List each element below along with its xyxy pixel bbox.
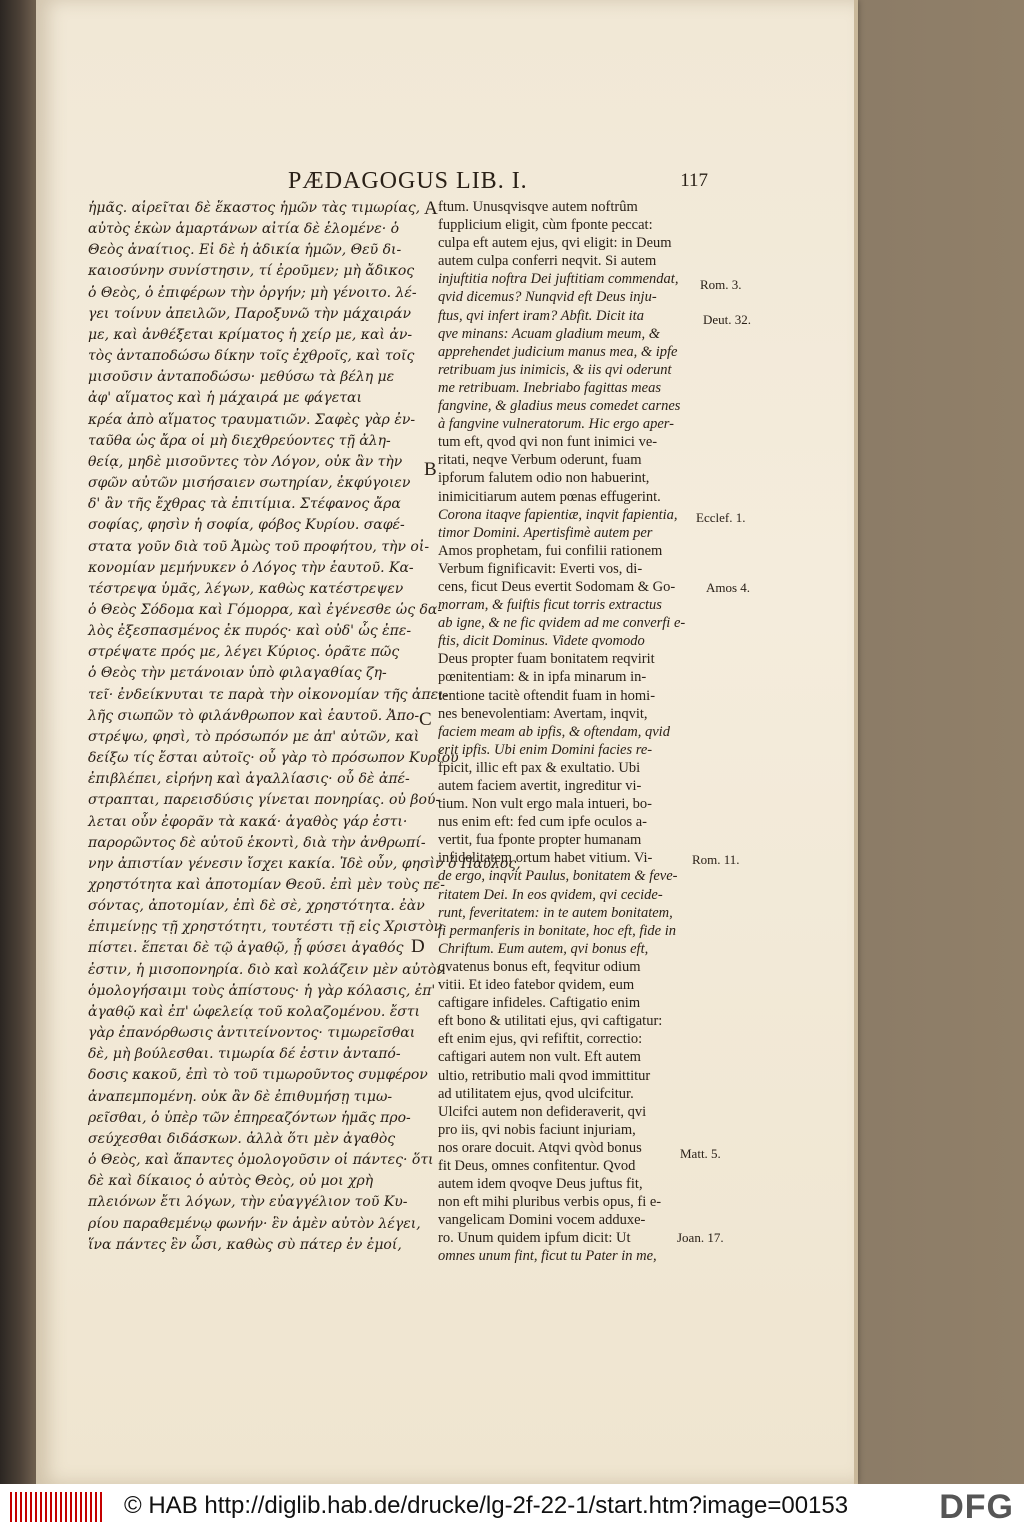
latin-line: pœnitentiam: & in ipfa minarum in- bbox=[438, 669, 647, 686]
dfg-logo: DFG bbox=[939, 1488, 1014, 1526]
greek-line: με, καὶ ἀνθέξεται κρίματος ἡ χείρ με, καὶ ἀν- bbox=[88, 326, 413, 343]
greek-line: Θεὸς ἀναίτιος. Εἰ δὲ ἡ ἀδικία ἡμῶν, Θεῦ δι- bbox=[88, 242, 402, 259]
latin-line: eft enim ejus, qvi refiftit, correctio: bbox=[438, 1031, 643, 1048]
greek-line: λὸς ἐξεσπασμένος ἐκ πυρός· καὶ οὐδ' ὧς ἐπε- bbox=[88, 623, 412, 640]
greek-line: κρέα ἀπὸ αἵματος τραυματιῶν. Σαφὲς γὰρ ἐν- bbox=[88, 411, 416, 428]
greek-line: ἀφ' αἵματος καὶ ἡ μάχαιρά με φάγεται bbox=[88, 390, 362, 407]
latin-line: nes benevolentiam: Avertam, inqvit, bbox=[438, 705, 648, 722]
latin-line: tentione tacitè oftendit fuam in homi- bbox=[438, 687, 656, 704]
greek-line: ὁ Θεὸς τὴν μετάνοιαν ὑπὸ φιλαγαθίας ζη- bbox=[88, 665, 387, 682]
latin-line: ritati, neqve Verbum oderunt, fuam bbox=[438, 452, 642, 469]
margin-ref-rom-11: Rom. 11. bbox=[692, 852, 740, 867]
latin-line: qvid dicemus? Nunqvid eft Deus inju- bbox=[438, 289, 657, 306]
latin-line: vertit, fua fponte propter humanam bbox=[438, 832, 642, 849]
greek-line: σφῶν αὐτῶν μισήσαιεν σωτηρίαν, ἐκφύγοιεν bbox=[88, 475, 411, 492]
greek-line: ἐστιν, ἡ μισοπονηρία. διὸ καὶ κολάζειν μὲν αὐτὸν bbox=[88, 961, 445, 978]
latin-line: ftis, dicit Dominus. Videte qvomodo bbox=[438, 633, 645, 650]
greek-line: μισοῦσιν ἀνταποδώσω· μεθύσω τὰ βέλη με bbox=[88, 369, 395, 386]
latin-line: à fangvine vulneratorum. Hic ergo aper- bbox=[438, 416, 674, 433]
greek-line: σοφίας, φησὶν ἡ σοφία, φόβος Κυρίου. σαφέ- bbox=[88, 517, 405, 534]
greek-line: καιοσύνην συνίστησιν, τί ἐροῦμεν; μὴ ἄδικος bbox=[88, 263, 415, 280]
latin-line: fangvine, & gladius meus comedet carnes bbox=[438, 398, 681, 415]
section-letter-d: D bbox=[411, 936, 425, 957]
greek-line: κονομίαν μεμήνυκεν ὁ Λόγος τὴν ἑαυτοῦ. Κα- bbox=[88, 559, 414, 576]
latin-line: autem idem qvoqve Deus juftus fit, bbox=[438, 1176, 643, 1193]
section-letter-a: A bbox=[424, 198, 438, 219]
greek-line: δοσις κακοῦ, ἐπὶ τὸ τοῦ τιμωροῦντος συμφέρον bbox=[88, 1067, 428, 1084]
greek-line: δὲ καὶ δίκαιος ὁ αὐτὸς Θεὸς, οὐ μοι χρὴ bbox=[88, 1173, 374, 1190]
latin-line: ftus, qvi infert iram? Abfit. Dicit ita bbox=[438, 307, 644, 324]
latin-line: de ergo, inqvit Paulus, bonitatem & feve- bbox=[438, 868, 678, 885]
latin-line: fpicit, illic eft pax & exultatio. Ubi bbox=[438, 759, 641, 776]
greek-line: στρέψω, φησὶ, τὸ πρόσωπόν με ἀπ' αὐτῶν, καὶ bbox=[88, 728, 420, 745]
greek-line: ὁ Θεὸς, καὶ ἅπαντες ὁμολογοῦσιν οἱ πάντες· ὅτι bbox=[88, 1152, 434, 1169]
greek-line: ὁ Θεὸς, ὁ ἐπιφέρων τὴν ὀργήν; μὴ γένοιτο. λέ- bbox=[88, 284, 417, 301]
latin-line: ro. Unum quidem ipfum dicit: Ut bbox=[438, 1230, 631, 1247]
latin-line: morram, & fuiftis ficut torris extractus bbox=[438, 597, 662, 614]
latin-line: ultio, retributio mali qvod immittitur bbox=[438, 1067, 651, 1084]
latin-line: Deus propter fuam bonitatem reqvirit bbox=[438, 651, 655, 668]
page-number: 117 bbox=[680, 170, 708, 191]
latin-line: ftum. Unusqvisqve autem noftrûm bbox=[438, 199, 638, 215]
greek-line: ἡμᾶς. αἱρεῖται δὲ ἕκαστος ἡμῶν τὰς τιμωρίας, bbox=[88, 200, 421, 216]
latin-line: pro iis, qvi nobis faciunt injuriam, bbox=[438, 1121, 636, 1138]
margin-ref-matt-5: Matt. 5. bbox=[680, 1146, 721, 1161]
latin-line: ritatem Dei. In eos qvidem, qvi cecide- bbox=[438, 886, 663, 903]
latin-line: nus enim eft: fed cum ipfe oculos a- bbox=[438, 814, 647, 831]
greek-line: λεται οὖν ἐφορᾶν τὰ κακά· ἀγαθὸς γάρ ἐστι· bbox=[88, 813, 408, 830]
greek-line: πλειόνων ἔτι λόγων, τὴν εὐαγγέλιον τοῦ Κυ- bbox=[88, 1194, 408, 1211]
latin-line: apprehendet judicium manus mea, & ipfe bbox=[438, 343, 678, 360]
greek-line: νην ἀπιστίαν γένεσιν ἴσχει κακία. Ἰδὲ οὖν, φησὶν ὁ Παῦλος, bbox=[88, 855, 521, 872]
latin-line: Corona itaqve fapientiæ, inqvit fapientia, bbox=[438, 506, 678, 523]
greek-line: ὁ Θεὸς Σόδομα καὶ Γόμορρα, καὶ ἐγένεσθε ὡς δα- bbox=[88, 601, 443, 618]
greek-line: γὰρ ἐπανόρθωσις ἀντιτείνοντος· τιμωρεῖσθαι bbox=[88, 1025, 416, 1042]
margin-ref-joan-17: Joan. 17. bbox=[677, 1230, 724, 1245]
greek-line: πίστει. ἕπεται δὲ τῷ ἀγαθῷ, ᾗ φύσει ἀγαθός bbox=[88, 940, 404, 957]
greek-line: ἐπιμείνῃς τῇ χρηστότητι, τουτέστι τῇ εἰς Χριστὸν bbox=[88, 919, 443, 936]
greek-line: τέστρεψα ὑμᾶς, λέγων, καθὼς κατέστρεψεν bbox=[88, 580, 404, 597]
margin-ref-rom-3: Rom. 3. bbox=[700, 277, 742, 292]
latin-line: me retribuam. Inebriabo fagittas meas bbox=[438, 379, 661, 396]
latin-line: vitii. Et ideo fatebor qvidem, eum bbox=[438, 977, 635, 994]
latin-line: caftigari autem non vult. Eft autem bbox=[438, 1049, 641, 1066]
latin-line: faciem meam ab ipfis, & oftendam, qvid bbox=[438, 723, 670, 740]
greek-line: δ' ἂν τῆς ἔχθρας τὰ ἐπιτίμια. Στέφανος ἄρα bbox=[88, 496, 401, 513]
latin-line: retribuam jus inimicis, & iis qvi oderunt bbox=[438, 361, 672, 378]
greek-line: σεύχεσθαι διδάσκων. ἀλλὰ ὅτι μὲν ἀγαθὸς bbox=[88, 1130, 396, 1147]
latin-line: Amos prophetam, fui confilii rationem bbox=[438, 542, 663, 559]
margin-ref-eccles-1: Ecclef. 1. bbox=[696, 510, 746, 525]
latin-line: autem faciem avertit, ingreditur vi- bbox=[438, 778, 642, 794]
latin-line: nos orare docuit. Atqvi qvòd bonus bbox=[438, 1139, 642, 1156]
greek-line: θείᾳ, μηδὲ μισοῦντες τὸν Λόγον, οὐκ ἂν τὴν bbox=[88, 453, 403, 470]
latin-line: omnes unum fint, ficut tu Pater in me, bbox=[438, 1248, 657, 1265]
latin-line: Verbum fignificavit: Everti vos, di- bbox=[438, 560, 643, 577]
greek-line: στρέψατε πρός με, λέγει Κύριος. ὁρᾶτε πῶς bbox=[88, 644, 400, 661]
greek-line: αὐτὸς ἑκὼν ἁμαρτάνων αἰτία δὲ ἑλομένε· ὁ bbox=[88, 221, 400, 238]
latin-line: ipforum falutem odio non habuerint, bbox=[438, 470, 650, 487]
greek-line: ἵνα πάντες ἓν ὦσι, καθὼς σὺ πάτερ ἐν ἐμοί, bbox=[88, 1236, 402, 1253]
greek-line: σόντας, ἀποτομίαν, ἐπὶ δὲ σὲ, χρηστότητα. ἐὰν bbox=[88, 898, 425, 915]
greek-line: ἀναπεμπομένη. οὐκ ἂν δὲ ἐπιθυμήσῃ τιμω- bbox=[88, 1088, 393, 1105]
latin-line: culpa eft autem ejus, qvi eligit: in Deum bbox=[438, 235, 672, 252]
latin-line: ab igne, & ne fic qvidem ad me converfi e- bbox=[438, 615, 686, 632]
latin-line: caftigare infideles. Caftigatio enim bbox=[438, 995, 641, 1012]
greek-line: λῆς σιωπῶν τὸ φιλάνθρωπον καὶ ἑαυτοῦ. Ἀπο- bbox=[88, 707, 420, 724]
latin-line: qvatenus bonus eft, feqvitur odium bbox=[438, 958, 641, 975]
latin-line: cens, ficut Deus evertit Sodomam & Go- bbox=[438, 578, 676, 595]
greek-line: τὸς ἀνταποδώσω δίκην τοῖς ἐχθροῖς, καὶ τοῖς bbox=[88, 348, 415, 365]
latin-line: injuftitia noftra Dei juftitiam commendat, bbox=[438, 271, 679, 288]
greek-line: γει τοίνυν ἀπειλῶν, Παροξυνῶ τὴν μάχαιράν bbox=[88, 305, 412, 322]
latin-line: vangelicam Domini vocem adduxe- bbox=[438, 1212, 646, 1229]
greek-line: ἐπιβλέπει, εἰρήνη καὶ ἀγαλλίασις· οὗ δὲ ἀπέ- bbox=[88, 771, 410, 788]
latin-line: qve minans: Acuam gladium meum, & bbox=[438, 325, 661, 342]
latin-line: Ulcifci autem non defideraverit, qvi bbox=[438, 1103, 647, 1120]
latin-line: inimicitiarum autem pœnas effugerint. bbox=[438, 488, 661, 505]
latin-column bbox=[438, 198, 698, 1266]
footer-bar bbox=[0, 1484, 1024, 1529]
greek-line: στατα γοῦν διὰ τοῦ Ἀμὼς τοῦ προφήτου, τὴν οἰ- bbox=[88, 538, 430, 555]
latin-line: fupplicium eligit, cùm fponte peccat: bbox=[438, 217, 653, 234]
latin-line: runt, feveritatem: in te autem bonitatem, bbox=[438, 904, 673, 921]
greek-line: ταῦθα ὡς ἄρα οἱ μὴ διεχθρεύοντες τῇ ἀλη- bbox=[88, 432, 391, 449]
greek-line: τεῖ· ἐνδείκνυται τε παρὰ τὴν οἰκονομίαν τῆς ἀπει- bbox=[88, 686, 449, 703]
book-spine bbox=[0, 0, 40, 1484]
greek-line: δείξω τίς ἔσται αὐτοῖς· οὗ γὰρ τὸ πρόσωπον Κυρίου bbox=[88, 750, 459, 767]
running-title: PÆDAGOGUS LIB. I. bbox=[288, 168, 528, 194]
greek-line: ἀγαθῷ καὶ ἐπ' ὠφελείᾳ τοῦ κολαζομένου. ἔστι bbox=[88, 1003, 421, 1020]
running-header bbox=[288, 168, 708, 198]
latin-line: fit Deus, omnes confitentur. Qvod bbox=[438, 1157, 636, 1174]
greek-column bbox=[88, 198, 521, 1256]
latin-line: ad utilitatem ejus, qvod ulcifcitur. bbox=[438, 1085, 634, 1102]
latin-line: eft bono & utilitati ejus, qvi caftigatur: bbox=[438, 1013, 663, 1030]
latin-line: tum eft, qvod qvi non funt inimici ve- bbox=[438, 434, 658, 451]
latin-line: timor Domini. Apertisfimè autem per bbox=[438, 524, 653, 541]
latin-line: autem culpa conferri neqvit. Si autem bbox=[438, 253, 657, 270]
greek-line: παρορῶντος δὲ αὐτοῦ ἑκοντὶ, διὰ τὴν ἀνθρωπί- bbox=[88, 834, 426, 851]
greek-line: χρηστότητα καὶ ἀποτομίαν Θεοῦ. ἐπὶ μὲν τοὺς πε- bbox=[88, 877, 445, 893]
latin-line: erit ipfis. Ubi enim Domini facies re- bbox=[438, 741, 653, 758]
latin-line: non eft mihi pluribus verbis opus, fi e- bbox=[438, 1194, 662, 1211]
latin-line: Chriftum. Eum autem, qvi bonus eft, bbox=[438, 940, 649, 957]
footer-credit: © HAB http://diglib.hab.de/drucke/lg-2f-22-1/start.htm?image=00153 bbox=[124, 1492, 849, 1519]
greek-line: δὲ, μὴ βούλεσθαι. τιμωρία δέ ἐστιν ἀνταπό- bbox=[88, 1046, 401, 1063]
section-letter-c: C bbox=[419, 709, 432, 730]
greek-line: ρίου παραθεμένῳ φωνήν· ἓν ἀμὲν αὐτὸν λέγει, bbox=[88, 1215, 421, 1232]
greek-line: ὁμολογήσαιμι τοὺς ἀπίστους· ἡ γὰρ κόλασις, ἐπ' bbox=[88, 982, 436, 999]
margin-ref-deut-32: Deut. 32. bbox=[703, 312, 752, 327]
section-letter-b: B bbox=[424, 459, 437, 480]
latin-line: tium. Non vult ergo mala intueri, bo- bbox=[438, 796, 652, 813]
page-edge bbox=[854, 0, 858, 1484]
greek-line: ρεῖσθαι, ὁ ὑπὲρ τῶν ἐπηρεαζόντων ἡμᾶς προ- bbox=[88, 1109, 411, 1126]
greek-line: στραπται, παρεισδύσις γίνεται πονηρίας. οὐ βού- bbox=[88, 792, 441, 809]
margin-ref-amos-4: Amos 4. bbox=[706, 580, 751, 595]
barcode-icon bbox=[10, 1492, 105, 1522]
latin-line: infidelitatem ortum habet vitium. Vi- bbox=[438, 850, 653, 867]
latin-line: fi permanferis in bonitate, hoc eft, fide in bbox=[438, 922, 677, 939]
